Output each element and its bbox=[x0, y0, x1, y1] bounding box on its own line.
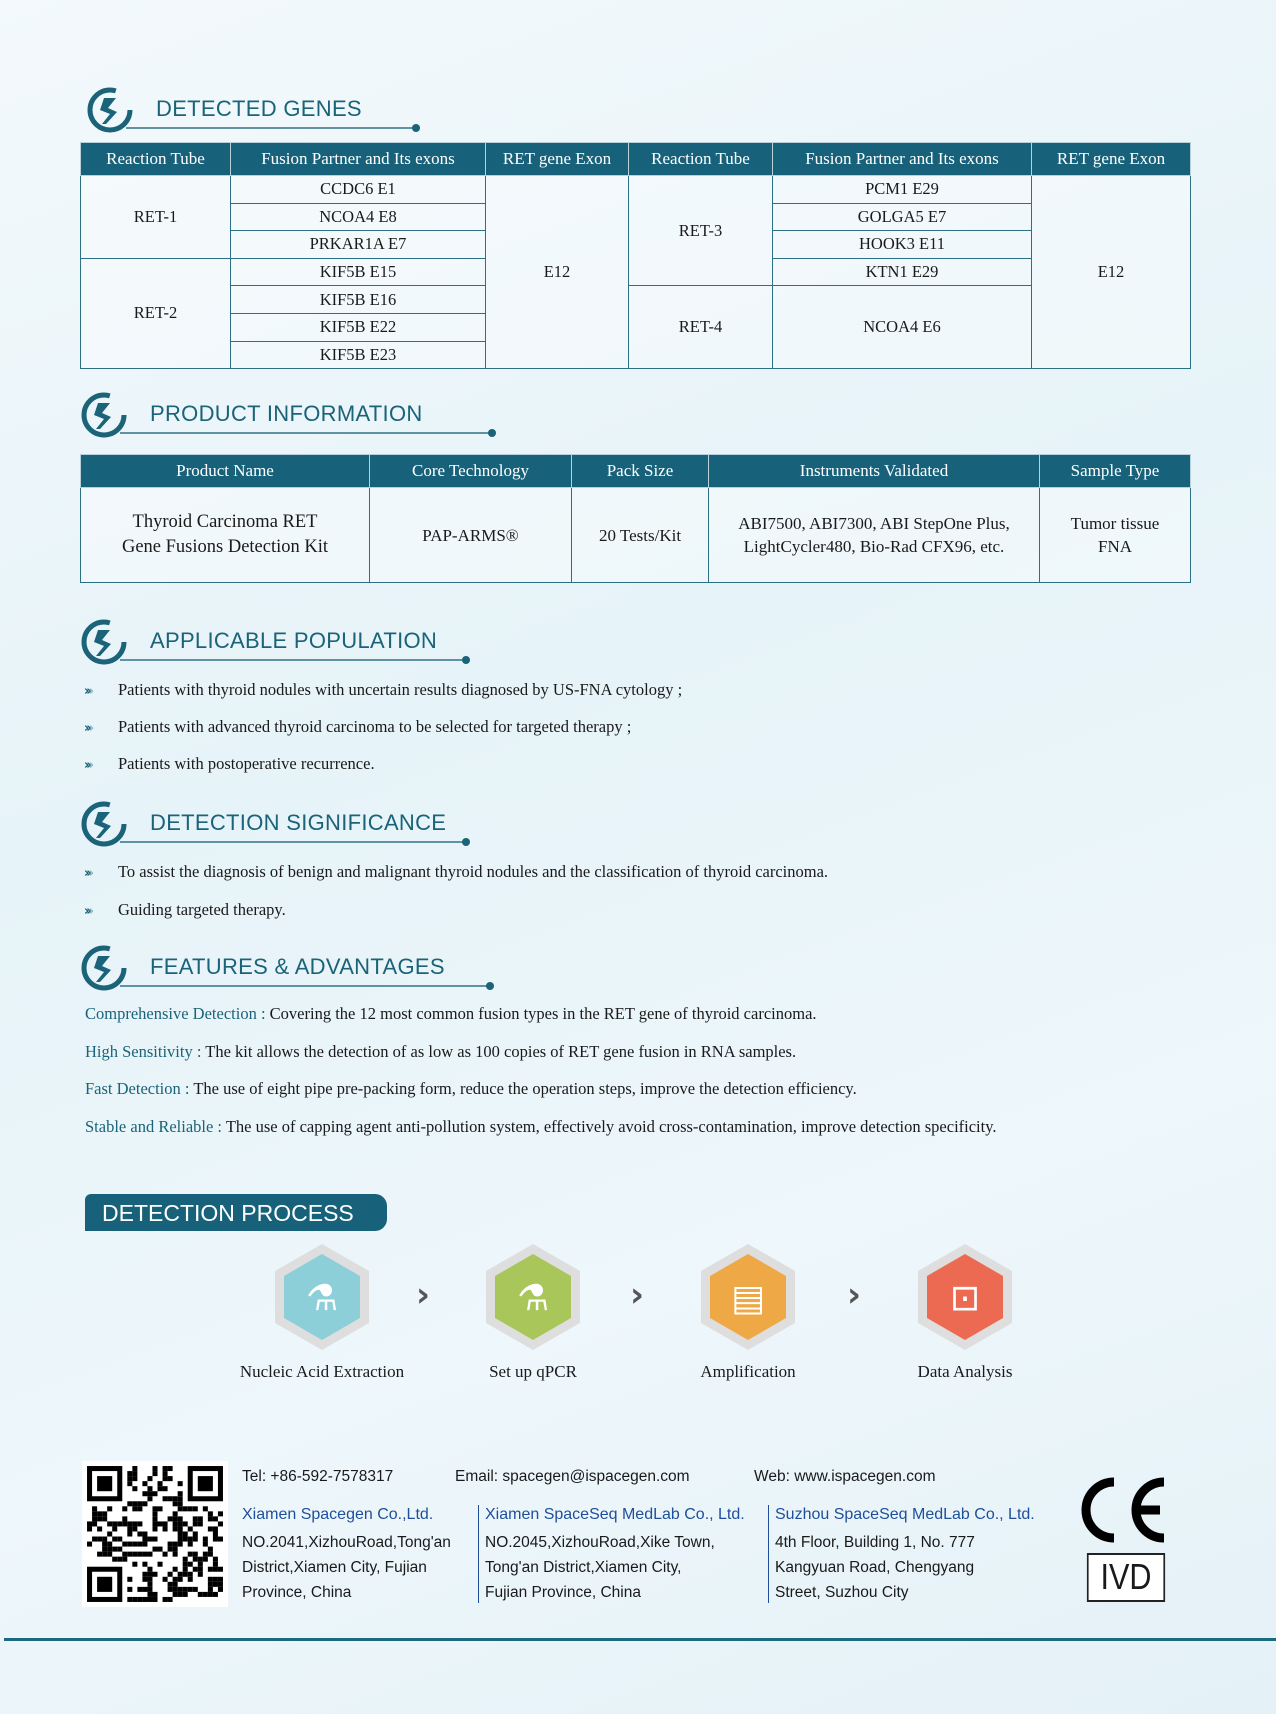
feature-item: High Sensitivity : The kit allows the detection of as low as 100 copies of RET gene fusion in RNA samples. bbox=[85, 1042, 797, 1061]
feature-item: Fast Detection : The use of eight pipe pre-packing form, reduce the operation steps, improve the detection efficiency. bbox=[85, 1079, 857, 1098]
double-chevron-icon: ››› bbox=[84, 866, 92, 881]
laptop-chart-icon: ▤ bbox=[730, 1278, 766, 1319]
detected-genes-table bbox=[80, 142, 1191, 369]
double-chevron-icon: ››› bbox=[84, 721, 92, 736]
company-xiamen-spaceseq: Xiamen SpaceSeq MedLab Co., Ltd. NO.2045,XizhouRoad,Xike Town, Tong'an District,Xiamen City, Fujian Province, China bbox=[485, 1506, 745, 1601]
email-address[interactable]: Email: spacegen@ispacegen.com bbox=[455, 1468, 690, 1485]
table-row: KIF5B E16 RET-4 NCOA4 E6 bbox=[81, 286, 1191, 314]
test-tube-icon: ⚗ bbox=[305, 1278, 339, 1319]
section-header-features-advantages: FEATURES & ADVANTAGES bbox=[80, 944, 500, 994]
list-item: ››› Patients with advanced thyroid carcinoma to be selected for targeted therapy ; bbox=[84, 717, 632, 736]
ce-mark-icon bbox=[1074, 1476, 1170, 1544]
list-item: ››› Patients with postoperative recurrence. bbox=[84, 754, 375, 773]
table-row: KIF5B E22 bbox=[81, 313, 1191, 341]
section-header-product-information: PRODUCT INFORMATION bbox=[80, 391, 500, 441]
table-header-row: Reaction Tube Fusion Partner and Its exons RET gene Exon Reaction Tube Fusion Partner and Its exons RET gene Exon bbox=[81, 143, 1191, 176]
detection-process-banner: DETECTION PROCESS bbox=[85, 1194, 387, 1231]
list-item: ››› To assist the diagnosis of benign and malignant thyroid nodules and the classification of thyroid carcinoma. bbox=[84, 862, 829, 881]
phone-number: Tel: +86-592-7578317 bbox=[242, 1468, 394, 1485]
table-row: Thyroid Carcinoma RET Gene Fusions Detection Kit PAP-ARMS® 20 Tests/Kit ABI7500, ABI7300, ABI StepOne Plus, LightCycler480, Bio-Rad CFX96, etc. Tumor tissue FNA bbox=[81, 488, 1191, 583]
process-step-hexagon bbox=[478, 1242, 588, 1352]
process-step-label: Set up qPCR bbox=[489, 1362, 577, 1381]
table-row: PRKAR1A E7 HOOK3 E11 bbox=[81, 231, 1191, 259]
chevron-right-icon: › bbox=[630, 1275, 645, 1315]
table-row: KIF5B E23 bbox=[81, 341, 1191, 369]
table-row: RET-1 CCDC6 E1 E12 RET-3 PCM1 E29 E12 bbox=[81, 176, 1191, 204]
section-header-detection-significance: DETECTION SIGNIFICANCE bbox=[80, 800, 480, 850]
list-item: ››› Patients with thyroid nodules with uncertain results diagnosed by US-FNA cytology ; bbox=[84, 680, 683, 699]
list-item: ››› Guiding targeted therapy. bbox=[84, 900, 286, 919]
process-step-label: Data Analysis bbox=[917, 1362, 1013, 1381]
table-row: NCOA4 E8 GOLGA5 E7 bbox=[81, 203, 1191, 231]
footer-rule bbox=[4, 1638, 1276, 1641]
process-step-label: Nucleic Acid Extraction bbox=[239, 1362, 405, 1381]
section-header-detected-genes: DETECTED GENES bbox=[86, 86, 426, 136]
double-chevron-icon: ››› bbox=[84, 758, 92, 773]
chevron-right-icon: › bbox=[847, 1275, 862, 1315]
section-header-applicable-population: APPLICABLE POPULATION bbox=[80, 618, 480, 668]
website-link[interactable]: Web: www.ispacegen.com bbox=[754, 1468, 936, 1485]
table-row: RET-2 KIF5B E15 KTN1 E29 bbox=[81, 258, 1191, 286]
company-suzhou-spaceseq: Suzhou SpaceSeq MedLab Co., Ltd. 4th Floor, Building 1, No. 777 Kangyuan Road, Chengyang Street, Suzhou City bbox=[775, 1506, 1035, 1601]
feature-item: Comprehensive Detection : Covering the 12 most common fusion types in the RET gene of thyroid carcinoma. bbox=[85, 1004, 817, 1023]
process-step-hexagon bbox=[267, 1242, 377, 1352]
ivd-badge: IVD bbox=[1087, 1553, 1165, 1602]
divider bbox=[478, 1505, 479, 1603]
flask-icon: ⚗ bbox=[516, 1278, 550, 1319]
monitor-analysis-icon: ⊡ bbox=[949, 1278, 981, 1319]
double-chevron-icon: ››› bbox=[84, 904, 92, 919]
process-step-label: Amplification bbox=[700, 1362, 796, 1381]
process-step-hexagon bbox=[910, 1242, 1020, 1352]
table-header-row: Product Name Core Technology Pack Size Instruments Validated Sample Type bbox=[81, 455, 1191, 488]
qr-code bbox=[82, 1461, 228, 1607]
double-chevron-icon: ››› bbox=[84, 684, 92, 699]
chevron-right-icon: › bbox=[416, 1275, 431, 1315]
divider bbox=[768, 1505, 769, 1603]
product-information-table bbox=[80, 454, 1191, 583]
process-step-hexagon bbox=[693, 1242, 803, 1352]
feature-item: Stable and Reliable : The use of capping agent anti-pollution system, effectively avoid cross-contamination, improve detection specificity. bbox=[85, 1117, 997, 1136]
company-xiamen-spacegen: Xiamen Spacegen Co.,Ltd. NO.2041,XizhouRoad,Tong'an District,Xiamen City, Fujian Province, China bbox=[242, 1506, 451, 1601]
